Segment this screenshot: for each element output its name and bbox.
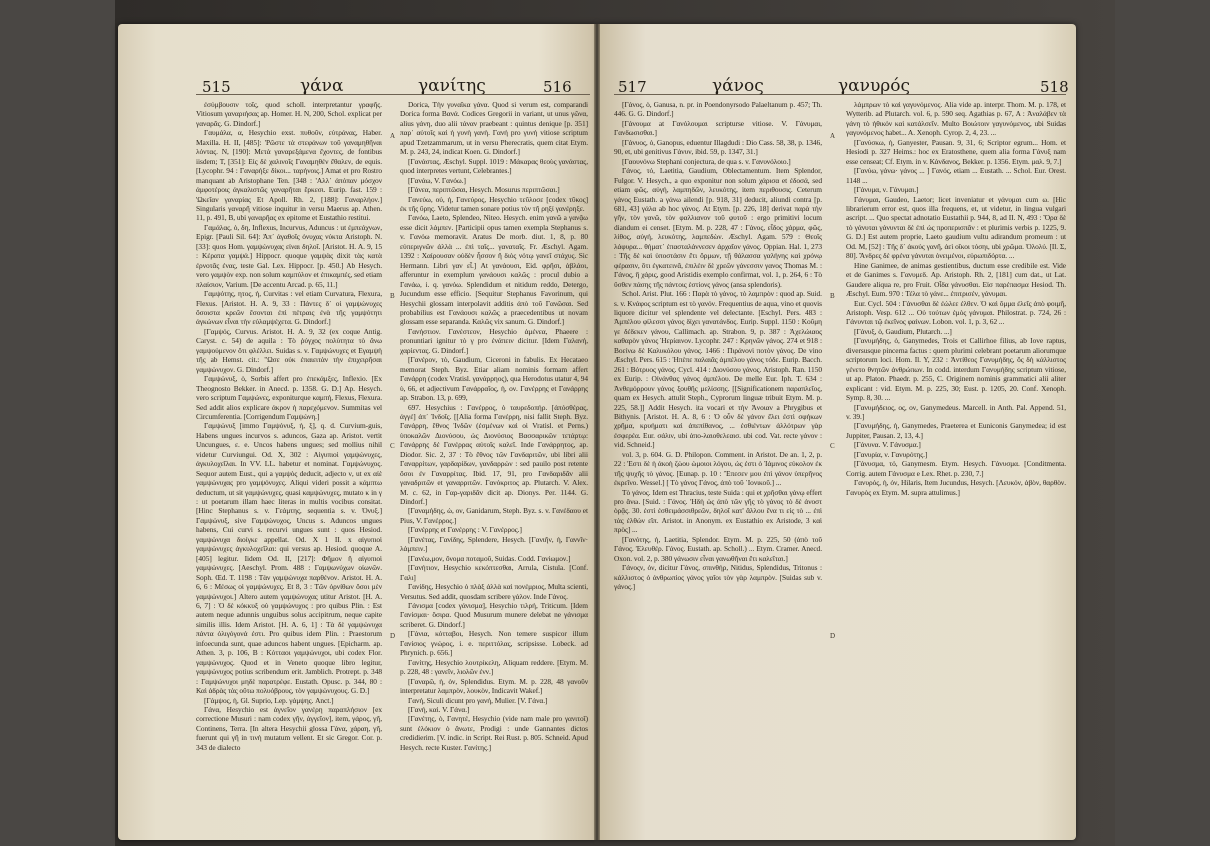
right-page-column-a xyxy=(614,100,822,828)
left-page-headword-display: γάνα xyxy=(300,76,344,96)
dictionary-entry: [Γανύω, γάνω· γάνος ... ] Γανός, etiam ... Eustath. ... Schol. Eur. Orest. 1148 ... xyxy=(846,166,1066,185)
right-margin-letter-c: C xyxy=(830,442,835,450)
right-margin-letter-b: B xyxy=(830,292,835,300)
right-page-headword-right: γανυρός xyxy=(838,76,911,96)
dictionary-entry: [Γάνος, ὁ, Ganusa, n. pr. in Poendonyrsodo Palaeltanum p. 457; Th. 446. G. G. Dindorf.] xyxy=(614,100,822,119)
dictionary-entry: Γάνισμα [codex γάνισμα], Hesychio τιλρή, Triticum. [Idem Γανίσμαι· ὄσιρα. Quod Musurum munere delebat ne γάνισμα scriberet. G. Dindorf.] xyxy=(400,601,588,629)
dictionary-entry: [Γάνυσμα, τό, Ganymesm. Etym. Hesych. Γάνυσμα. [Conditmenta. Corrig. autem Γάνυσμα e Lex. Rhet. p. 230, 7.] xyxy=(846,459,1066,478)
left-margin-letter-a: A xyxy=(390,132,396,140)
dictionary-entry: [Γαμψός, Curvus. Aristot. H. A. 9, 32 (ex coque Antig. Caryst. c. 54) de aquila : Τὸ ῥύγχος πολὺτητα τὸ ἄνω γαμψούμενον ὅτι φλέλλει. Suidas s. v. Γαμψώνυχες et Εγαμψὴ τῆς ab Hemst. cit.: "Ωσε οὐκ ἐπαιειτὰν τὴν ἐπιχειρῆσαι γαμψώνυχον. G. Dindorf.] xyxy=(196,326,382,374)
dictionary-entry: [Γανυμήδειος, ος, ον, Ganymedeus. Marcell. in Anth. Pal. Append. 51, v. 39.] xyxy=(846,402,1066,421)
dictionary-entry: [Γανυμήδης, ἡ, Ganymedes, Praeterea et Euniconis Ganymedea; id est Juppiter, Pausan. 2, 13, 4.] xyxy=(846,421,1066,440)
dictionary-entry: Γάνα, Hesychio est ἀγνεῖον γανέρη παραπλήσιον [ex correctione Musuri : nam codex γῆν, ἀγγεῖον], item, γάρος, γῆ, Continens, Terra. [In altera Hesychii glossa Γάνα, χάραη, γῆ, fuerunt qui γῆ in τινὴ mutatum vellent. Et sic Gregor. Cor. p. 343 de dialecto xyxy=(196,705,382,752)
dictionary-entry: [Γαναμήδης, ὡ, ον, Ganidarum, Steph. Byz. s. v. Γανέδαου et Pius, V. Γανέρρος.] xyxy=(400,506,588,525)
dictionary-entry: [Γανάστας, Æschyl. Suppl. 1019 : Μάκαρας θεοὺς γανάστας, quod interpretes vertunt, Celebrantes.] xyxy=(400,156,588,176)
left-margin-letter-c: C xyxy=(390,442,395,450)
dictionary-entry: [Γανότης, ἡ, Laetitia, Splendor. Etym. M. p. 225, 50 (ἀπὸ τοῦ Γάνος. Ἐλευθέρ. Γάνος. Eustath. ap. Scholl.) ... Etym. Cramer. Anecd. Oxon. vol. 2, p. 380 γάνωσιν εἶναι γανωθῆναι ἔτι καλεῖται.] xyxy=(614,534,822,563)
dictionary-entry: [Γάμψος, ἡ, Gl. Suprio, Lep. γάμψης. Anct.] xyxy=(204,695,334,705)
dictionary-entry: [Γανέω,μον, ὄνομα ποταμοῦ, Suidas. Codd. Γανίωμον.] xyxy=(408,553,571,563)
dictionary-entry: [Γάνυξ, ὁ, Gaudium, Plutarch. ...] xyxy=(854,326,952,336)
left-page-number-display: 515 xyxy=(202,78,231,96)
dictionary-entry: [Γάνια, κότταβοι, Hesych. Non temere suspicor illum Γανίσιος γνώρος, i. e. περιττόλας, scripsisse. Lobeck. ad Phrynich. p. 656.] xyxy=(400,629,588,658)
dictionary-entry: Γαμψότης, ητος, ἡ, Curvitas : vel etiam Curvatura, Flexura, Flexus. [Aristot. H. A. 9, 33 : Πάντες δ᾽ οἱ γαμψώνυχες ὅσοιστα κρεῶν ἔσονται ἐπὶ πέτραις ἐνὰ τῆς γαμψότητι ἀγκώνων εἶναι τὴν εὐλαμψέχετα. G. Dindorf.] xyxy=(196,289,382,327)
dictionary-entry: [Γαουνόνω Stephani conjectura, de qua s. v. Γανυνόλοιο.] xyxy=(622,156,791,166)
dictionary-entry: [Γανύσκω, ἡ, Ganyester, Pausan. 9, 31, 6; Scriptor egrum... Hom. et Hesiodi p. 327 Heims.: hoc ex Eratosthene, quem alia forma Γάνυξ nam esse censeat; Cf. Etym. in v. Κάνδανος, Bekker. p. 1356. Etym. μαλ. 9, 7.] xyxy=(846,137,1066,166)
dictionary-entry: [Γανέτας, Γανίδης, Splendere, Hesych. [Γανιῆν, ἡ, Γαννῖν· λάμπειν.] xyxy=(400,534,588,554)
left-margin-letter-b: B xyxy=(390,292,395,300)
dictionary-entry: [Γάνυμα, ν. Γάνυμαι.] xyxy=(854,185,919,195)
dictionary-entry: Γανή, Siculi dicunt pro γανή, Mulier. [V. Γάνα.] xyxy=(408,695,548,705)
dictionary-entry: Eur. Cycl. 504 : Γάνυσθαι δὲ ἐώλεε ἐλθεν. Ὁ καὶ ὄμμα ἐλεῖς ἀπὸ φοιμῆ, Aristoph. Vesp. 612 ... Οὐ τούτων ἐμὸς γάνυμαι. Philostrat. p. 724, 26 : Γάνυνται τῷ ἐκεῖνος φαίνων. Lobon. vol. 1, p. 3, 62 ... xyxy=(846,298,1066,327)
left-page-right-number: 516 xyxy=(543,78,572,96)
left-margin-letter-d: D xyxy=(390,632,396,640)
dictionary-entry: Γάνος, τό, Laetitia, Gaudium, Oblectamentum. Item Splendor, Fulgor. V. Hesych., a quo exponitur non solum χάρισα et ἐδοσά, sed etiam φῶς, αὐγή, λαμπηδῶν, λευκότης, item περιθουσις. Ceterum γάνος Eustath. a γάνω ailendi [p. 918, 31] deducit, aliundi contra [p. 681, 43] γάλα ab hoc γάνος. At Etym. [p. 226, 18] derivat παρὰ τὴν γῆν, τὸν γανῶ, τὸν φαλλιανον τοῦ φυτοῦ : ergo primitivi locum diandum ei censet. [Etym. M. p. 228, 47 : Γάνος, εἶδος χάρμα, φῶς, λίθος, αὐγή, λευκότης, λαμπεδὼν. Æschyl. Agam. 579 : Θεοῖς λάφυρα... θήματ᾽ ἐπασταλάννεσεν ἀρχαῖον γάνος. Oppian. Hal. 1, 273 : Τῆς δὲ καὶ ὑποστάσιν ἔτι ὄρμων, τῇ θάλασσα γαλήνης καὶ χρόνῳ φέρασιν, ὅτι ἐγκατεινᾶ, ἐπιλέιν δὲ χρεῶν γάνεσσιν γανος Thomas M. : Γάνος, ἢ χάρις, good Aristidis exemplo confirmat, vol. 1, p. 264, 6 : Τὸ ὕσθεν πάσης τῆς πάντοις ἑστίονς γάνος (ansa splendoris). xyxy=(614,166,822,289)
left-page-header-rule xyxy=(196,94,590,95)
dictionary-entry: Γανίδης, Hesychio ὁ πλὰξ ἀλλὰ καὶ πονέμριος, Multa scienti, Versutus. Sed addit, quosdam scribere γάλον. Inde Γάνος. xyxy=(400,582,588,601)
dictionary-entry: Γανυρός, ἡ, ὀν, Hilaris, Item Jucundus, Hesych. [Λευκόν, ἁβὸν, θαρθὸν. Γανυρὸς ex Etym. M. supra attulimus.] xyxy=(846,478,1066,497)
right-margin-letter-d: D xyxy=(830,632,836,640)
dictionary-entry: Γάνοςν, ὁν, dicitur Γάνος, σπινθήρ, Nitidus, Splendidus, Tritonus : κάλλιστος ὁ ἀνθρωπίος γάνος γαῖοι τὸν γὰρ λαμπρὸν. [Suidas sub v. γάνος.] xyxy=(614,563,822,592)
dictionary-entry: Γανόω, Laeto, Splendeo, Niteo. Hesych. enim γανῶ a γανᾷω esse dicit λάμπεν. [Participii opus tamen exempla Stephanus s. v. Γανόω memoravit. Aratus De morb. diut. 1, 8, p. 80 εὐπεριγνῶν ἀλλὰ ... ἐπὶ ταῖς... γαναταῖς. Fr. Æschyl. Agam. 1392 : Χαίρουσαν οὐδὲν ἧσσον ἢ διὸς νότῳ γανεῖ στάχυς. Sic Hermann. Libri γαν εἶ.] At γανάουσι, Eid. φρῆσι, ἀβλάοι, afferuntur in exemplum γανάουσι καλῶς : procul dubio a Γανάω, i. q. γανόω. Splendidum et nitidum reddo, Detergo, Jucundum esse efficio. [Sequitur Stephanus Favorinum, qui Hesychii glossam interpolavit additis ἀπὸ τοῦ Γανῶσαι. Sed probabilius est Γανάουσι καλῶς a praecedentibus ut novam glossam esse separanda. Καλῶς vix sanum. G. Dindorf.] xyxy=(400,213,588,327)
dictionary-entry: [Γανέρον, τὸ, Gaudium, Ciceroni in fabulis. Ex Hecataeo memorat Steph. Byz. Etiar aliam nominis formam affert Γανάρρη (codex Vratisl. γανάρρηος), qua Herodotus utatur 4, 94 ὑ, 66, et adjectivum Γανάρραῖος, ἡ, ον. Γανέρρης et Γανάρρης ap. Strabon. 13, p. 699, xyxy=(400,355,588,403)
dictionary-entry: Γανίτης, Hesychio λουτρίκελη, Aliquam reddere. [Etym. M. p. 228, 48 : γανεῖν, λιολῶν ἐνν.] xyxy=(400,657,588,677)
dictionary-entry: [Γάνεα, περιπτῶσαι, Hesych. Mosurus περιπτῶσαι.] xyxy=(408,185,560,195)
dictionary-entry: [Γανυρία, ν. Γανυρότης.] xyxy=(854,449,928,459)
right-page-header-rule xyxy=(614,94,1066,95)
dictionary-entry: vol. 3, p. 604. G. D. Philopon. Comment. in Aristot. De an. 1, 2, p. 22 : Ἐστι δὲ ἡ ἀκοὴ ζώου ὡμοιοι λόγου, ὡς ἐστι ὁ Ἰάμινος εὐκολον ἐκ τῆς ψυχῆς τὸ γάνος. [Eunap. p. 10 : Ἔπεσεν μου ἐπὶ γάνον ὑπερῆνος ἐκρεῖνο. Wessel.] [ Τὸ γάνος Γάνος, ἀπὸ τοῦ ᾽Ιονικοῦ.] ... xyxy=(614,449,822,488)
dictionary-entry: Γανήστιον. Γανέστεον, Hesychio ἀμένεα, Phaeere : pronuntiari ignitur τὸ γ pro ἐνάπειν dicitur. [Idem Γαλανή, χαρίεντας. G. Dindorf.] xyxy=(400,326,588,355)
dictionary-entry: [Γανάω, V. Γανόω.] xyxy=(408,175,466,185)
dictionary-entry: Τὸ γάνος. Idem est Thracius, teste Suida : qui et χρῆσθαι γάνῳ effert pro ἄνω. [Suid. : Γάνος. 'Ηδὴ ὡς ἀπὸ τῶν γῆς τὸ γάνος τὸ δὲ ἀνοστ ὁρᾷς. 30. ἐστὶ ἐσθειμάσσιθρεῶν, δηλοῖ κατ' ἄλλου ἔνα τι εἰς τὸ ... ἐπὶ τὰς ἐλθὼν εἴπ. Aristot. in Anonym. ex Eustathio ex Aristode, 3 καὶ πρὸς] ... xyxy=(614,487,822,535)
dictionary-entry: Γάνυμαι, Gaudeo, Laetor; licet inveniatur et γάνυμαι cum ω. [Hic librarierum error est, quos illa frequens, et, ut videtur, in lingua vulgari ascript. ... Quo spectat adnotatio Eustathii p. 944, 8, ad II. N, 493 : Ὅρα δὲ τὸ γάνυται γάνυνται δὲ ἐπὶ ὡς προπερισπᾶν : et plurimis verbis p. 1225, 9. G. D.] Est autem proprie, Laeto gaudium vultu adirandum promeum : ut Od. M, [52] : Τῆς δ᾽ ἀκούς γανῆ, ἀεὶ οἴκοι τόσηι, ubi χρῶμα. Ὁλολύ. [Il. Σ, 80]. Ἄνδρες δὲ φρένα γάνυται ὀνειμένοι, εὐρωπιδόρτα. ... xyxy=(846,194,1066,261)
left-page-column-a xyxy=(196,100,382,828)
right-margin-letter-a: A xyxy=(830,132,836,140)
dictionary-entry: [Γάνουμα at Γανόλουμαι scripturse vitiose. V. Γάνυμαι, Γανδωσισθαι.] xyxy=(614,118,822,138)
right-page-number-display: 517 xyxy=(618,78,647,96)
dictionary-entry: [Γανή, καὶ. V. Γάνα.] xyxy=(408,705,470,714)
right-page-column-b xyxy=(846,100,1066,828)
dictionary-entry: [Γάνυνα. V. Γάνυσμα.] xyxy=(854,440,921,450)
dictionary-entry: Dorica, Τὴν γυναῖκα γάνα. Quod si verum est, comparandi Dorica forma Βανά. Codices Gregorii in variant, ut unus γῶνα, alius γάνη, duo alii τάναν praebeant : quintus denique [p. 351] παρ᾽ αὐτοῖς καὶ ἡ γυνὴ γανὴ. Γανή pro γυνή vitiose scriptum apud Tzetzammarum, ut in versu Pherecratis, quem citat Etym. M. p. 243, 24, indicat Koen. G. Dindorf.] xyxy=(400,100,588,157)
dictionary-entry: 697. Hesychius : Γανέρρος, ὁ ταυρεδοπήρ. [ἀπόσθέρας, ἀγγέ] ἀπ᾽ Ἰνδοῖς. [[Alia forma Γανέρρη, nisi fallit Steph. Byz. Γανάρρη, ἔθνος Ἰνδῶν (ἐσμένων καὶ οἱ Vratisl. et Perns.) ὑποκαλῶν Διονύσου, ὡς Διονύσιος Βασσαρικῶν τετάρτῳ: Γανάρρης δέ Γανέρρας αὐτοῖς καλεῖ. Inde Γανάρρητος, ap. Diodor. Sic. 2, 37 : Τὸ ἔθνος τῶν Γανδαριτῶν, ubi libri alii Γαναρρίτων, γαρδαρίδων, γανδαρρών : sed pauilo post retente ὅσοι ἐν Γαναρρίτας. Ibid. 17, 91, pro Γανδαριδᾶν alii γαναδριτῶν et γαναρριτῶν. Γανόκριτος ap. Plutarch. V. Alex. M. c. 62, in Γαρ-γαριδᾶν dicit ap. Dionys. Per. 1144. G. Dindorf.] xyxy=(400,402,588,507)
dictionary-entry: ἐσύμβουσιν τοῖς, quod scholl. interpretantur γραφῆς. Vitiosum γαναριήσας ap. Homer. H. N, 200, Schol. explicat per γαναρᾶς. G. Dindorf.] xyxy=(196,100,382,128)
dictionary-entry: Γαμάλας, ὁ, δη, Inflexus, Incurvus, Aduncus : ut ἐμπεάχνων, Epigr. [Pauli Sil. 64]: Ἀπ᾽ ἀγαθοῖς ὀνυχας νύκτα Aristoph. N. [33]: quos Hom. γαμψώνυχας εἰναι δηλοῖ. [Aristot. H. A. 9, 15 : Κέρατα γαμψά.] Hippocr. quoque γαμψὰς dixit τὰς κατὰ ἐρνοτᾶς ἐνας, teste Gal. Lex. Hippocr. [p. 450.] Ab Hesych. vero γαμψὸν exp. non solum καμπύλον et ἐπικαμπές, sed etiam πλαίσιον, Varium. [De accentu Arcad. p. 65, 11.] xyxy=(196,222,382,289)
dictionary-entry: [Γανήτιον, Hesychio κεκόπτεσθαι, Arrula, Cistula. [Conf. Γαλι] xyxy=(400,563,588,582)
left-page-headword-right: γανίτης xyxy=(418,76,486,96)
dictionary-entry: [Γαναρῶ, ἡ, ὁν, Splendidus. Etym. M. p. 228, 48 γανοῦν interpretatur λαμπρὸν, λουκὸν, Indicavit Wakef.] xyxy=(400,676,588,696)
dictionary-entry: Hine Ganimee, de animas gestientibus, ductum esse credibile est. Vide et de Ganimes s. Γανυμεδ. Ap. Aristoph. Rh. 2, [181] cum dat., ut Lat. Gaudere aliqua re, pro Fruit. Οἶδα γάνυσθαι. Εἰσ παρέπασμα Hesiod. Th. Æschyl. Eum. 970 : Τέλα τὸ γάνε... ἐπιτρισέν, γάνυμαι. xyxy=(846,260,1066,299)
dictionary-entry: Schol. Arist. Plut. 166 : Παρὰ τὸ γάνος, τὸ λαμπρὸν : quod ap. Suid. s. v. Κνάφος scriptum est τὸ γανόν. Frequentius de aqua, vino et quovis liquore dicitur vel splendente vel delectante. [Eschyl. Pers. 483 : Ἀμπέλου φίλεσσι γάνος δίχει γανατάνδος. Eurip. Suppl. 1150 : Κοῦμη γε δέδεκεν γάνου, Callimach. ap. Strabon. 9, p. 387 : Ἀχελώιαος καθαρὸν γάνος Ἡερίαινον. Lycophr. 247 : Κρηνῶν γάνος. 274 et 918 : Βοείνω δὲ Καλυκόλου γάνος. 1466 : Πιράνονὶ ποτὸν γάνος. De vino Æschyl. Pers. 615 : Ἠπὲπε παλαιᾶς ἀμπέλου γάνος τόδε. Eurip. Bacch. 261 : Βότρυος γάνος. Cycl. 414 : Διονύσου γάνος. Aristoph. Ran. 1150 ex Eurip. : Οἰνάνθας γάνος ἀμπέλου. De melle Eur. Iph. T. 634 : Ἀνθεμόρρουν γάνος ξουθῆς μελίσσης. [[Significationem παραπλεῖος, quam ex Hesych. attulit Steph., Cyprorum linguæ tribuit Etym. M. p. 225, 58.]] Addit Hesych. ita vocari et τὴν Ἀνοιαν a Phrygibus et Bithynis. [Aristot. H. A. 8, 6 : Ὁ οὖν δὲ γάνον ἕλει ἐστὶ σφήκων χρῆμα, κρυήματι καὶ ἀπεπίθανος, ... ἐσθιέντων ἀλλότρων γὰρ ἐσφερέα. Eur. σάλιν, ubi ἀπο-λαιοθελεαισ. ubi cod. Vat. recte γάνον : vid. Schneid.] xyxy=(614,289,822,450)
dictionary-entry: Γαμψώνυξ, ὁ, Sorbis affert pro ἐπεκάμξες, Inflexio. [Ex Theognosto Bekker. in Anecd. p. 1358. G. D.] Ap. Hesych. vero scriptum Γαμψώνες, exponiturque καμπή, Flexus, Flexura. Sed addit alios explicare ἀκρον ἡ παρεχόμενον. Summitas vel Circumferentia. [Corrigendum Γαμψώνη.] xyxy=(196,374,382,421)
dictionary-entry: [Γανυμήδης, ὁ, Ganymedes, Trois et Callirhoe filius, ab Iove raptus, diversusque pincerna factus : quem plurimi celebrant poetarum aliorumque scriptorum loci. Hom. Il. Y, 232 : Ἀντίθεος Γανυμήδης, ὃς δὴ κάλλιστος γένετο θνητῶν ἀνθρώπων. In codd. interdum Γανυμήδης scriptum vitiose, ut ap. Platon. Phaedr. p. 255, C. Originem nominis grammatici alii aliter explicant : vid. Etym. M. p. 225, 30; Eust. p. 1205, 20. Conf. Xenoph. Symp. 8, 30. ... xyxy=(846,336,1066,403)
right-page-headword-display: γάνος xyxy=(712,76,764,96)
left-page-column-b xyxy=(400,100,588,828)
dictionary-entry: [Γανέτης, ὁ, Γανητέ, Hesychio (vide nam male pro γανιτοῖ) sunt ἐλόκιον ὁ ἄνωτε, Prodigi : unde Gannantes dictos credidierim. [V. indic. in Script. Rei Rust. p. 805. Schneid. Apud Hesych. recte Kuster. Γανίτης.] xyxy=(400,714,588,752)
dictionary-entry: Γανεύω, οὐ, ἡ, Γανεύρος, Hesychio τεῦλοσε [codex τῦκος] ἐκ τῆς ὕρης. Videtur tamen sonare potius τὸν τῆ ρηξί γανέρηξε. xyxy=(400,194,588,213)
dictionary-entry: Γαυμάλα, α, Hesychio exst. πυθοῦν, εὐτράνας, Haber. Maxilla. H. II, [485]: 'Ρῶστε τὰ στεφάνων τοῦ γαναμηθῆναι λόντας. N, [190]: Μετὰ γαναρεξάμενα ἔχοντες, de fontibus iisdem; T, [351]: Εἰς δὲ χαλινοῖς Γαναμηθέν ἔθαλεν, de equis. [Lycophr. 94 : Γαναρήξε δίκοι... ταρήνοις.] Amat et pro Rostro manquant ab Aristophane Ten. [348 : 'Αλλ᾽ ἀπόπαν μόσχον ἀμφοτέροις ἀγκαλιστῶς γαναρῆται ἔρκεσι. Eurip. fast. 159 : 'Ωκεῖαν γαναρίας Et Apoll. Rh. 2, [188]: Γαναρλήον.] Singularis γαναρῆ vitiose inquitur in versu Maerus ap. Athen. 11, p. 491, B, ubi γαναρῆας ex epitome et Eustathio restitui. xyxy=(196,128,382,223)
book-gutter xyxy=(594,24,600,840)
dictionary-entry: [Γανέρρης et Γανέρρης : V. Γανέρρος.] xyxy=(408,525,522,535)
dictionary-entry: [Γάνυος, ὁ, Ganopus, eduentur Illagdudi : Dio Cass. 58, 38, p. 1346, 90, et, ubi genitivus Γάνυν, ibid. 59, p. 1347, 31.] xyxy=(614,137,822,157)
dictionary-entry: Γαμψώνυξ [immo Γαμψόνυξ, ἡ, ξ], q. d. Curvium-guis, Habens ungues incurvos s. aduncos, Gaza ap. Aristot. vertit Uncungues, ε. e. Uncos habens ungues; sed mollius nihil videtur Curviungui. Od. X, 302 : Αἰγυπιοὶ γαμψώνυχες, ἀγκυλοχεῖλαι. In VV. LL. habetur et nominat. Γαμψώνυχος. Sequor autem Eust., qui a γαμψὸς deducit, adjecto ν, ut ex αἰὲ γαμψώνυχας pro γαμψόνυχες. Aliqui videri possit a κάμπτω deductum, ut sit γαμψώνυχες, quasi καμψώνυχες, mutato κ in γ : ut poetarum illam haec literas in multis vocibus consitat. [Hinc Stephanus s. v. Γεάμτης, sequentia s. v. Ὀνυξ.] Γαμψώνυξ, sive Γαμψώνυχος, Uncus s. Aduncos ungues habens, Cui curvi s. recurvi ungues sunt : quos Hesiod. γαμψώνυχα διοίγκε appellat. Od. X 1 II. x αἰγυπιοὶ γαμψώνυχες ἀγκυλοχεῖλαι: qui versus ap. Hesiod. quoque A. [405] legitur. Iidem Od. II, [217]: Φῆμον ἢ αἰγυπιοὶ γαμψώνυχες. [Aeschyl. Prom. 488 : Γαμψωνύχων οἰωνῶν. Soph. Œd. T. 1198 : Τὰν γαμψώνυχα παρθένον. Aristot. H. A. 6, 6 : Μέσως οἱ γαμψώνυχες. Et 8, 3 : Τῶν ὀρνίθων ὅσοι μὲν γαμψώνυχοι.] Altero autem γαμψώνυχας utitur Aristot. [H. A. 6, 7] : Ὁ δὲ κόκκυξ οὐ γαμψώνυχος : pro quibus Plin. : Est autem neque adunnis unguibus solus accipitrum, neque capite similis illis. Idem Aristot. [H. A. 6, 1] : Τὰ δὲ γαμψώνυχα πάντα ὀλιγόγονά ἐστι. Pro quibus idem Plin. : Praestorum infoecunda sunt, quae aduncos habent ungues. [Epicharm. ap. Athen. 3, p. 106, B : Κότταοι γαμψώνυχοι, ubi codex Flor. γαμψώνυχος. Quod et in Veneto quoque libro legitur, γαμψώνυχος potius scribendum erit. Jamblich. Protrept. p. 348 : Γαμψώνυχοι μηδὲ παρατρέφε. Eustath. Opusc. p. 344, 80 : Καὶ ἀδρὰς τὰς οὔτω πολυόβρους, τὸν γαμψώνυχους. G. D.] xyxy=(196,421,382,696)
dictionary-entry: λάμπρων τὸ καὶ γαγυνόμενος. Alia vide ap. interpr. Thom. M. p. 178, et Wytterib. ad Plutarch. vol. 6, p. 590 seq. Agathias p. 67, A : Ἀναλάβεν τὰ γάνη τὸ ἡθικόν καὶ κατάλσεῖν. Multo Βοιώτοιν γαγυνόμενος, ubi Suidas γαγυνόμενος habet... A. Xenoph. Cyrop. 2, 4, 23. ... xyxy=(846,100,1066,138)
right-page-right-number: 518 xyxy=(1040,78,1069,96)
